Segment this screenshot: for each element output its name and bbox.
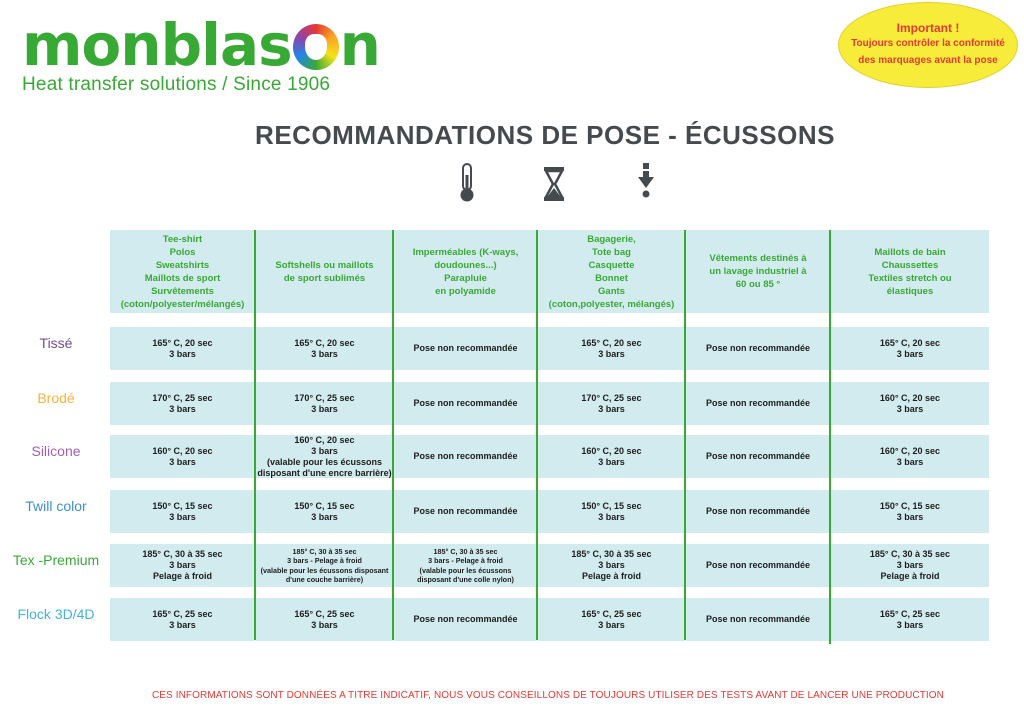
cell-line: Pose non recommandée: [413, 506, 518, 516]
cell-line: 3 bars: [169, 456, 196, 467]
table-cell: [110, 327, 255, 370]
important-text: Toujours contrôler la conformité des marquages avant la pose: [851, 38, 1005, 66]
cell-line: 3 bars: [598, 456, 625, 467]
cell-line: 3 bars: [598, 560, 625, 570]
column-header: [538, 230, 685, 313]
cell-line: 160° C, 20 sec: [581, 445, 642, 456]
cell-line: 3 bars: [598, 403, 625, 414]
row-label: Silicone: [31, 443, 81, 459]
column-header: [831, 230, 989, 313]
column-separator: [254, 230, 256, 640]
cell-line: 3 bars: [896, 456, 924, 467]
cell-line: 160° C, 20 sec: [152, 445, 213, 456]
cell-line: 3 bars: [311, 445, 338, 456]
cell-line: Bonnet: [595, 272, 628, 284]
table-cell: [394, 435, 537, 478]
logo-wordmark: [22, 12, 380, 78]
cell-line: 165° C, 20 sec: [879, 337, 941, 348]
cell-line: (valable pour les écussons: [266, 456, 383, 467]
cell-line: (coton,polyester, mélangés): [548, 298, 675, 310]
logo-tagline: Heat transfer solutions / Since 1906: [22, 74, 331, 95]
table-cell: [256, 598, 393, 641]
cell-line: 165° C, 20 sec: [152, 337, 213, 348]
logo-wordmark-left: monblas: [22, 11, 292, 79]
cell-line: 60 ou 85 °: [735, 279, 781, 290]
cell-line: Pose non recommandée: [705, 451, 811, 461]
table-cell: [831, 544, 989, 587]
cell-line: d'une couche barrière): [285, 575, 364, 584]
cell-line: 3 bars: [896, 403, 924, 414]
cell-line: 165° C, 25 sec: [581, 608, 642, 619]
lion-crest-icon: [293, 24, 339, 70]
cell-line: 185° C, 30 à 35 sec: [571, 549, 652, 559]
cell-line: un lavage industriel à: [709, 266, 807, 277]
row-label: Tissé: [39, 335, 73, 351]
cell-line: (valable pour les écussons disposant: [260, 565, 389, 575]
cell-line: 185° C, 30 à 35 sec: [433, 546, 498, 556]
cell-line: Maillots de sport: [144, 272, 221, 284]
column-separator: [536, 230, 538, 640]
disclaimer-footer: CES INFORMATIONS SONT DONNÉES A TITRE INDICATIF, NOUS VOUS CONSEILLONS DE TOUJOURS UTILISER DES TESTS AVANT DE LANCER UNE PRODUCTION: [151, 690, 945, 701]
cell-line: 165° C, 25 sec: [294, 608, 355, 619]
table-cell: [538, 544, 685, 587]
table-cell: [686, 382, 830, 425]
cell-line: Pelage à froid: [152, 571, 213, 581]
cell-line: 3 bars: [311, 348, 338, 359]
table-cell: [686, 490, 830, 533]
cell-line: Pose non recommandée: [705, 398, 811, 408]
cell-line: Bagagerie,: [587, 233, 636, 245]
cell-line: 150° C, 15 sec: [879, 500, 941, 511]
table-cell: [256, 544, 393, 587]
column-header: [110, 230, 255, 313]
important-notice: [838, 2, 1018, 88]
table-cell: [686, 327, 830, 370]
table-cell: [256, 435, 393, 478]
cell-line: 170° C, 25 sec: [581, 392, 642, 403]
cell-line: 3 bars: [896, 348, 924, 359]
cell-line: élastiques: [886, 285, 934, 297]
column-header: [256, 230, 393, 313]
cell-line: 3 bars: [896, 619, 924, 630]
table-cell: [256, 490, 393, 533]
cell-line: 160° C, 20 sec: [879, 392, 941, 403]
column-header: [394, 230, 537, 313]
cell-line: Textiles stretch ou: [868, 272, 952, 284]
cell-line: 3 bars: [169, 403, 196, 414]
cell-line: 185° C, 30 à 35 sec: [142, 549, 223, 559]
column-header: [686, 230, 830, 313]
important-title: Important !: [896, 21, 960, 35]
table-cell: [394, 382, 537, 425]
cell-line: 3 bars: [598, 348, 625, 359]
cell-line: 3 bars: [598, 619, 625, 630]
cell-line: 150° C, 15 sec: [294, 500, 355, 511]
table-cell: [538, 435, 685, 478]
cell-line: 3 bars: [169, 560, 196, 570]
cell-line: 150° C, 15 sec: [581, 500, 642, 511]
table-cell: [256, 327, 393, 370]
table-cell: [831, 382, 989, 425]
cell-line: 3 bars: [169, 511, 196, 522]
logo-wordmark-right: n: [339, 11, 380, 79]
cell-line: 3 bars - Pelage à froid: [287, 556, 362, 565]
table-cell: [831, 327, 989, 370]
table-cell: [110, 544, 255, 587]
table-cell: [686, 598, 830, 641]
cell-line: 185° C, 30 à 35 sec: [869, 549, 951, 559]
cell-line: de sport sublimés: [283, 272, 366, 284]
cell-line: disposant d'une colle nylon): [417, 575, 514, 584]
cell-line: Pose non recommandée: [705, 614, 811, 624]
cell-line: Pose non recommandée: [705, 506, 811, 516]
cell-line: Gants: [598, 285, 625, 297]
cell-line: 3 bars: [896, 560, 924, 570]
cell-line: Imperméables (K-ways,: [412, 246, 519, 258]
cell-line: Pose non recommandée: [413, 398, 518, 408]
table-cell: [538, 490, 685, 533]
cell-line: Tee-shirt: [162, 233, 203, 245]
row-label: Tex -Premium: [12, 552, 100, 568]
table-cell: [686, 435, 830, 478]
row-label: Flock 3D/4D: [17, 606, 95, 622]
table-cell: [831, 435, 989, 478]
cell-line: 3 bars: [311, 619, 338, 630]
column-separator: [829, 230, 831, 644]
table-cell: [110, 598, 255, 641]
cell-line: Survêtements: [151, 285, 214, 297]
cell-line: 165° C, 25 sec: [152, 608, 213, 619]
table-cell: [831, 598, 989, 641]
cell-line: Softshells ou maillots: [275, 259, 374, 271]
monblason-logo: [22, 12, 380, 96]
table-cell: [538, 382, 685, 425]
page-title: RECOMMANDATIONS DE POSE - ÉCUSSONS: [255, 120, 835, 150]
table-cell: [686, 544, 830, 587]
parameter-icons: [0, 163, 1024, 203]
cell-line: Polos: [169, 246, 196, 258]
table-cell: [110, 382, 255, 425]
cell-line: 3 bars: [598, 511, 625, 522]
cell-line: 3 bars: [169, 348, 196, 359]
cell-line: Sweatshirts: [155, 259, 210, 271]
cell-line: Pose non recommandée: [705, 343, 811, 353]
table-cell: [538, 327, 685, 370]
cell-line: 3 bars: [311, 511, 338, 522]
table-cell: [394, 598, 537, 641]
pressure-arrow-icon: [634, 163, 658, 199]
cell-line: Pose non recommandée: [413, 614, 518, 624]
cell-line: Maillots de bain: [874, 246, 946, 258]
table-cell: [394, 327, 537, 370]
cell-line: Parapluie: [444, 272, 487, 284]
cell-line: disposant d'une encre barrière): [257, 467, 392, 478]
table-cell: [256, 382, 393, 425]
cell-line: 160° C, 20 sec: [879, 445, 941, 456]
cell-line: 3 bars: [896, 511, 924, 522]
cell-line: 165° C, 20 sec: [294, 337, 355, 348]
cell-line: Pelage à froid: [880, 571, 940, 581]
cell-line: Tote bag: [592, 246, 631, 258]
cell-line: 3 bars: [169, 619, 196, 630]
cell-line: Vêtements destinés à: [709, 253, 807, 264]
cell-line: Pose non recommandée: [413, 343, 518, 353]
table-cell: [538, 598, 685, 641]
table-cell: [110, 490, 255, 533]
cell-line: en polyamide: [435, 285, 496, 297]
cell-line: 170° C, 25 sec: [152, 392, 213, 403]
cell-line: 170° C, 25 sec: [294, 392, 355, 403]
cell-line: Chaussettes: [881, 259, 939, 271]
cell-line: (valable pour les écussons: [419, 565, 512, 575]
cell-line: 3 bars: [311, 403, 338, 414]
column-separator: [392, 230, 394, 640]
hourglass-icon: [542, 167, 566, 201]
cell-line: 150° C, 15 sec: [152, 500, 213, 511]
row-label: Twill color: [25, 498, 87, 514]
cell-line: doudounes...): [434, 259, 497, 271]
table-cell: [394, 490, 537, 533]
cell-line: 165° C, 20 sec: [581, 337, 642, 348]
table-cell: [831, 490, 989, 533]
cell-line: 185° C, 30 à 35 sec: [292, 546, 357, 556]
column-separator: [684, 230, 686, 640]
cell-line: 165° C, 25 sec: [879, 608, 941, 619]
cell-line: Casquette: [588, 259, 635, 271]
table-cell: [394, 544, 537, 587]
cell-line: Pelage à froid: [581, 571, 642, 581]
cell-line: 3 bars - Pelage à froid: [428, 556, 503, 565]
cell-line: Pose non recommandée: [705, 560, 811, 570]
cell-line: Pose non recommandée: [413, 451, 518, 461]
row-label: Brodé: [37, 390, 75, 406]
cell-line: (coton/polyester/mélangés): [120, 298, 245, 310]
table-cell: [110, 435, 255, 478]
cell-line: 160° C, 20 sec: [294, 434, 355, 445]
thermometer-icon: [455, 163, 479, 203]
